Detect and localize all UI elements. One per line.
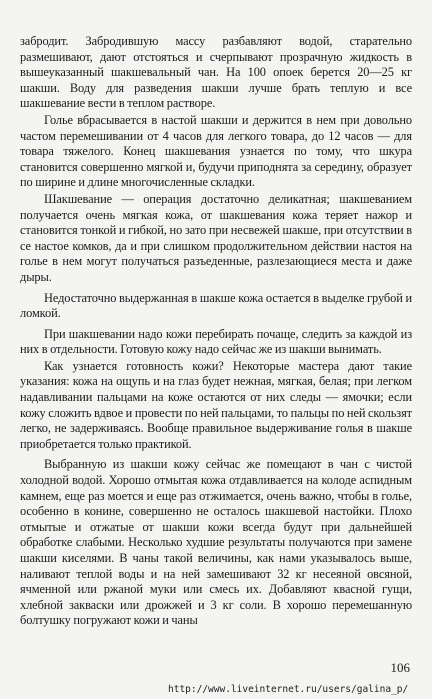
paragraph-4: Недостаточно выдержанная в шакше кожа остается в выделке грубой и ломкой. [20,290,412,321]
watermark-url: http://www.liveinternet.ru/users/galina_p/ [168,684,409,695]
paragraph-3: Шакшевание — операция достаточно деликатная; шакшеванием получается очень мягкая кожа, от шакшевания кожа теряет нажор и становится тонкой и гибкой, но зато при несвежей шакше, при отсутствии в се настое комков, да и при слишком продолжительном действии настоя на голье в нем могут получаться разъеденные, разлезающиеся места и даже дыры. [20,191,412,284]
paragraph-2: Голье вбрасывается в настой шакши и держится в нем при довольно частом перемешивании от 4 часов для легкого товара, до 12 часов — для товара тяжелого. Конец шакшевания узнается по тому, что шкура становится совершенно мягкой и, будучи приподнята за середину, образует по ширине и длине многочисленные складки. [20,112,412,190]
page-text [20,34,412,630]
paragraph-7: Выбранную из шакши кожу сейчас же помещают в чан с чистой холодной водой. Хорошо отмытая кожа отдавливается на колоде аспидным камнем, еще раз моется и еще раз отжимается, очень важно, чтобы в голье, особенно в конине, совершенно не осталось шакшевой настойки. Плохо отмытые и отжатые от шакши кожи всегда будут при дальнейшей обработке слабыми. Несколько худшие результаты получаются при замене шакши киселями. В чаны такой величины, как нами указывалось выше, наливают теплой воды и на ней замешивают 32 кг несеяной овсяной, ячменной или ржаной муки или смесь их. Добавляют квасной гущи, хлебной закваски или дрожжей и 3 кг соли. В хорошо перемешанную болтушку погружают кожи и чаны [20,457,412,628]
paragraph-6: Как узнается готовность кожи? Некоторые мастера дают такие указания: кожа на ощупь и на глаз будет нежная, мягкая, белая; при легком надавливании пальцами на коже остаются от них следы — ямочки; если кожу сложить вдвое и провести по ней пальцами, то пальцы по ней скользят легко, не задерживаясь. Вообще правильное выдерживание голья в шакше приобретается только практикой. [20,358,412,451]
paragraph-5: При шакшевании надо кожи перебирать почаще, следить за каждой из них в отдельности. Готовую кожу надо сейчас же из шакши вынимать. [20,326,412,357]
paragraph-1: забродит. Забродившую массу разбавляют водой, старательно размешивают, дают отстояться и счерпывают прозрачную жидкость в вышеуказанный шакшевальный чан. На 100 опоек берется 20—25 кг шакши. Воду для разведения шакши лучше брать теплую и все шакшевание вести в теплом растворе. [20,34,412,111]
page-number: 106 [390,660,410,675]
